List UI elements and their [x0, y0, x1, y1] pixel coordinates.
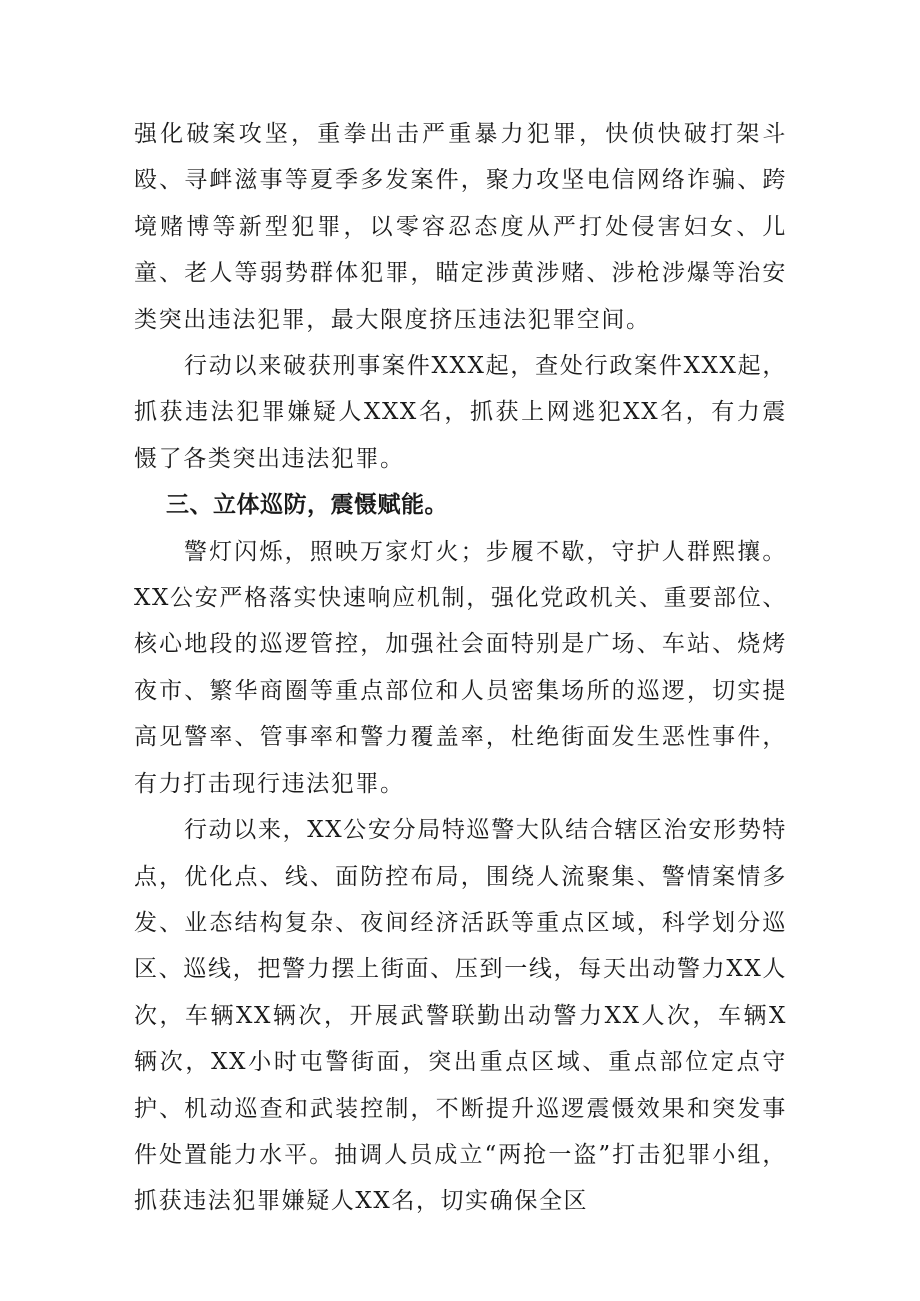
paragraph-continued-crime-crackdown: 强化破案攻坚，重拳出击严重暴力犯罪，快侦快破打架斗殴、寻衅滋事等夏季多发案件，聚力攻坚电信网络诈骗、跨境赌博等新型犯罪，以零容忍态度从严打处侵害妇女、儿童、老人等弱势群体犯罪，瞄定涉黄涉赌、涉枪涉爆等治安类突出违法犯罪，最大限度挤压违法犯罪空间。 — [134, 121, 787, 333]
document-body — [134, 111, 787, 1225]
paragraph-patrol-mechanism: 警灯闪烁，照映万家灯火；步履不歇，守护人群熙攘。XX公安严格落实快速响应机制，强化党政机关、重要部位、核心地段的巡逻管控，加强社会面特别是广场、车站、烧烤夜市、繁华商圈等重点部位和人员密集场所的巡逻，切实提高见警率、管事率和警力覆盖率，杜绝街面发生恶性事件，有力打击现行违法犯罪。 — [134, 538, 787, 797]
paragraph-patrol-results: 行动以来，XX公安分局特巡警大队结合辖区治安形势特点，优化点、线、面防控布局，围绕人流聚集、警情案情多发、业态结构复杂、夜间经济活跃等重点区域，科学划分巡区、巡线，把警力摆上街面、压到一线，每天出动警力XX人次，车辆XX辆次，开展武警联勤出动警力XX人次，车辆X辆次，XX小时屯警街面，突出重点区域、重点部位定点守护、机动巡查和武装控制，不断提升巡逻震慑效果和突发事件处置能力水平。抽调人员成立“两抢一盗”打击犯罪小组，抓获违法犯罪嫌疑人XX名，切实确保全区 — [134, 817, 787, 1215]
paragraph-case-statistics: 行动以来破获刑事案件XXX起，查处行政案件XXX起，抓获违法犯罪嫌疑人XXX名，抓获上网逃犯XX名，有力震慑了各类突出违法犯罪。 — [134, 353, 787, 472]
section-heading-three: 三、立体巡防，震慑赋能。 — [166, 492, 448, 519]
